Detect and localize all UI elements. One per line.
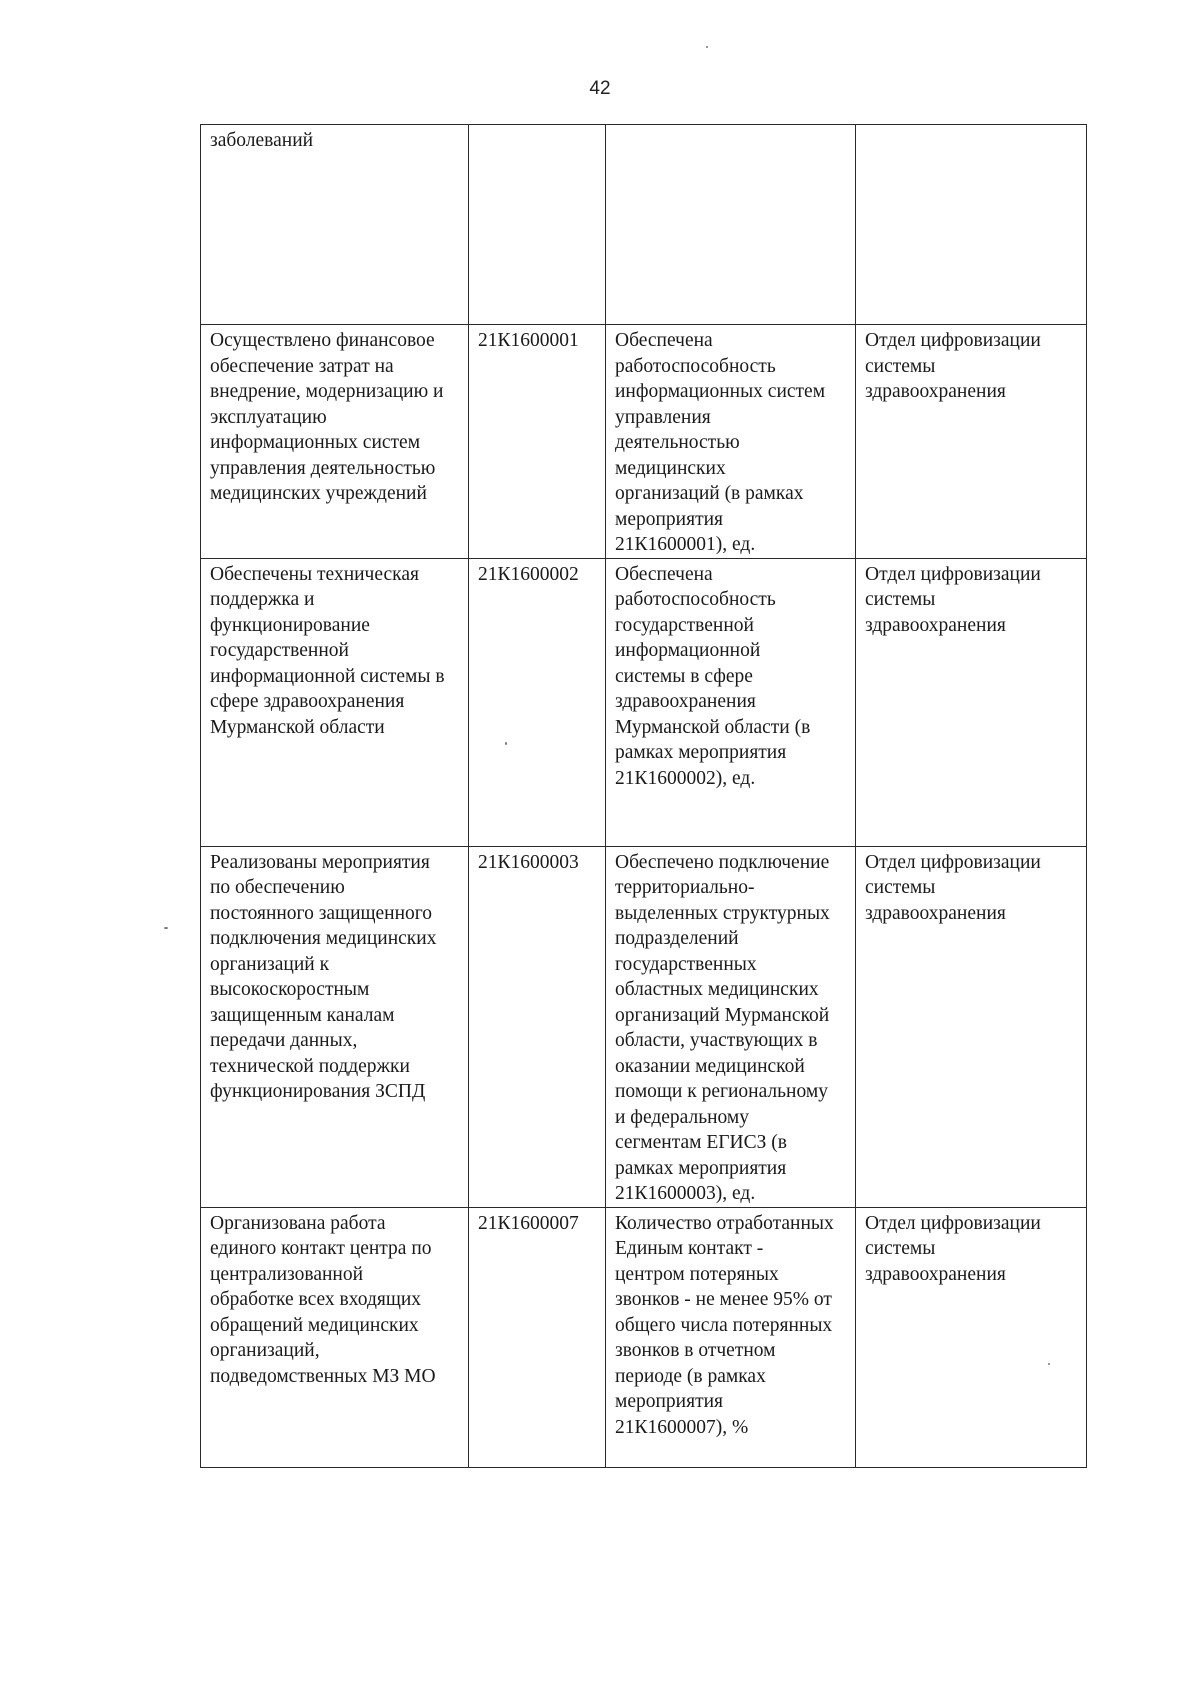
scan-speck bbox=[706, 46, 708, 48]
table-row bbox=[201, 325, 1087, 559]
responsible-cell: Отдел цифровизации системы здравоохранения bbox=[856, 558, 1087, 846]
event-cell: Осуществлено финансовое обеспечение затрат на внедрение, модернизацию и эксплуатацию информационных систем управления деятельностью медицинских учреждений bbox=[201, 325, 469, 559]
code-cell: 21К1600003 bbox=[469, 846, 606, 1207]
event-cell: Организована работа единого контакт центра по централизованной обработке всех входящих обращений медицинских организаций, подведомственных МЗ МО bbox=[201, 1207, 469, 1467]
result-cell: Обеспечена работоспособность информационных систем управления деятельностью медицинских организаций (в рамках мероприятия 21К1600001), ед. bbox=[606, 325, 856, 559]
scan-speck bbox=[164, 927, 168, 929]
table-row bbox=[201, 125, 1087, 325]
result-cell: Обеспечено подключение территориально- выделенных структурных подразделений государственных областных медицинских организаций Мурманской области, участвующих в оказании медицинской помощи к региональному и федеральному сегментам ЕГИСЗ (в рамках мероприятия 21К1600003), ед. bbox=[606, 846, 856, 1207]
result-cell: Количество отработанных Единым контакт - центром потеряных звонков - не менее 95% от общего числа потерянных звонков в отчетном периоде (в рамках мероприятия 21К1600007), % bbox=[606, 1207, 856, 1467]
event-cell: Обеспечены техническая поддержка и функционирование государственной информационной системы в сфере здравоохранения Мурманской области bbox=[201, 558, 469, 846]
responsible-cell bbox=[856, 125, 1087, 325]
page-number: 42 bbox=[589, 78, 611, 99]
event-cell: заболеваний bbox=[201, 125, 469, 325]
result-cell: Обеспечена работоспособность государственной информационной системы в сфере здравоохранения Мурманской области (в рамках мероприятия 21К1600002), ед. bbox=[606, 558, 856, 846]
measures-table bbox=[200, 124, 1087, 1468]
table-row bbox=[201, 1207, 1087, 1467]
code-cell: 21К1600007 bbox=[469, 1207, 606, 1467]
scan-speck bbox=[1048, 1363, 1050, 1365]
result-cell bbox=[606, 125, 856, 325]
event-cell: Реализованы мероприятия по обеспечению постоянного защищенного подключения медицинских организаций к высокоскоростным защищенным каналам передачи данных, технической поддержки функционирования ЗСПД bbox=[201, 846, 469, 1207]
responsible-cell: Отдел цифровизации системы здравоохранения bbox=[856, 1207, 1087, 1467]
responsible-cell: Отдел цифровизации системы здравоохранения bbox=[856, 325, 1087, 559]
table-row bbox=[201, 846, 1087, 1207]
code-cell bbox=[469, 125, 606, 325]
responsible-cell: Отдел цифровизации системы здравоохранения bbox=[856, 846, 1087, 1207]
code-cell: 21К1600001 bbox=[469, 325, 606, 559]
scan-speck bbox=[505, 742, 507, 745]
table-row bbox=[201, 558, 1087, 846]
code-cell: 21К1600002 bbox=[469, 558, 606, 846]
